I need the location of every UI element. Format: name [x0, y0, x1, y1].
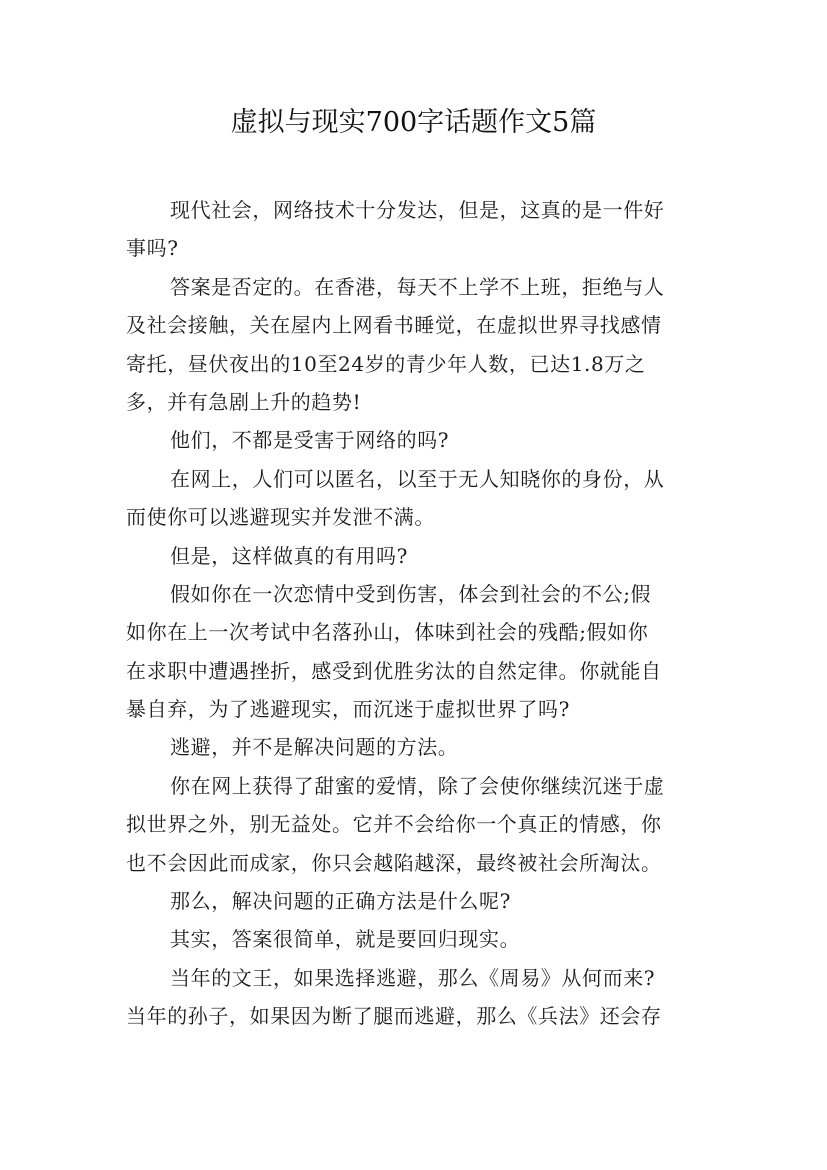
text-line: 当年的文王，如果选择逃避，那么《周易》从何而来? — [170, 965, 656, 990]
text-line: 暴自弃，为了逃避现实，而沉迷于虚拟世界了吗? — [126, 697, 570, 722]
text-line: 也不会因此而成家，你只会越陷越深，最终被社会所淘汰。 — [126, 850, 662, 875]
text-line: 其实，答案很简单，就是要回归现实。 — [170, 927, 521, 952]
text-line: 在求职中遭遇挫折，感受到优胜劣汰的自然定律。你就能自 — [126, 658, 662, 683]
text-line: 但是，这样做真的有用吗? — [170, 543, 408, 568]
text-line: 而使你可以逃避现实并发泄不满。 — [126, 505, 435, 530]
text-line: 假如你在一次恋情中受到伤害，体会到社会的不公;假 — [170, 581, 652, 606]
text-line: 那么，解决问题的正确方法是什么呢? — [170, 889, 511, 914]
text-line: 在网上，人们可以匿名，以至于无人知晓你的身份，从 — [170, 466, 665, 491]
text-line: 你在网上获得了甜蜜的爱情，除了会使你继续沉迷于虚 — [170, 773, 665, 798]
text-line: 及社会接触，关在屋内上网看书睡觉，在虚拟世界寻找感情 — [126, 313, 662, 338]
text-line: 现代社会，网络技术十分发达，但是，这真的是一件好 — [170, 198, 665, 222]
text-line: 逃避，并不是解决问题的方法。 — [170, 735, 459, 760]
document-title: 虚拟与现实700字话题作文5篇 — [230, 107, 597, 138]
text-line: 寄托，昼伏夜出的10至24岁的青少年人数，已达1.8万之 — [126, 351, 646, 376]
text-line: 事吗? — [126, 236, 179, 261]
text-line: 当年的孙子，如果因为断了腿而逃避，那么《兵法》还会存 — [126, 1004, 662, 1029]
text-line: 多，并有急剧上升的趋势! — [126, 389, 362, 414]
text-line: 拟世界之外，别无益处。它并不会给你一个真正的情感，你 — [126, 812, 662, 837]
document-body — [126, 191, 706, 1036]
text-line: 答案是否定的。在香港，每天不上学不上班，拒绝与人 — [170, 274, 665, 299]
text-line: 如你在上一次考试中名落孙山，体味到社会的残酷;假如你 — [126, 620, 649, 645]
text-line: 他们，不都是受害于网络的吗? — [170, 428, 450, 453]
